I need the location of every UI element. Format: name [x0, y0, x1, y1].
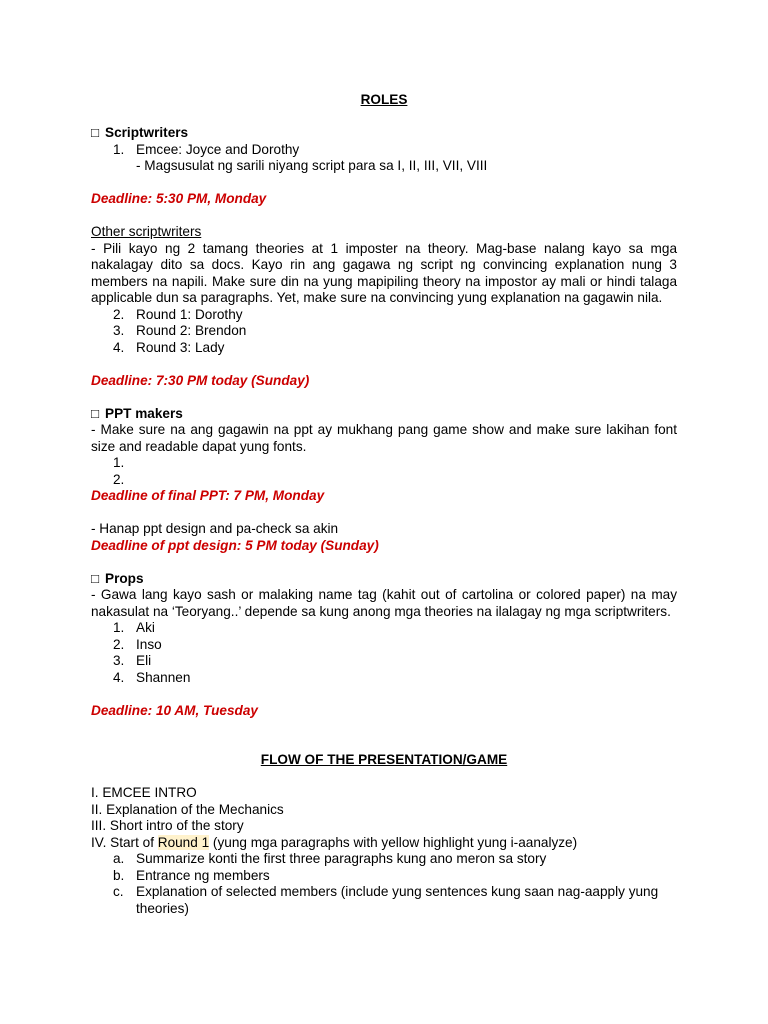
ppt-makers-body: - Make sure na ang gagawin na ppt ay mukhang pang game show and make sure lakihan font size and readable dapat yung fonts.	[91, 422, 677, 454]
list-item-text: Round 2: Brendon	[136, 323, 247, 338]
list-item-number: 2.	[113, 471, 125, 487]
list-item-text: Shannen	[136, 669, 191, 685]
scriptwriters-note: - Magsusulat ng sarili niyang script para sa I, II, III, VII, VIII	[136, 158, 488, 173]
flow-line-4-suffix: (yung mga paragraphs with yellow highlight yung i-aanalyze)	[209, 834, 578, 850]
list-item-text: Round 1: Dorothy	[136, 306, 243, 322]
props-title	[91, 571, 677, 588]
flow-line-4-prefix: IV. Start of	[91, 834, 158, 850]
scriptwriters-deadline: Deadline: 5:30 PM, Monday	[91, 191, 267, 206]
list-item-text: Round 3: Lady	[136, 339, 225, 355]
list-item	[91, 455, 677, 472]
list-item-text: Entrance ng members	[136, 867, 270, 883]
list-item-number: 4.	[113, 339, 125, 355]
flow-heading: FLOW OF THE PRESENTATION/GAME	[260, 752, 508, 767]
list-item-number: a.	[113, 851, 125, 866]
flow-line-3: III. Short intro of the story	[91, 818, 244, 833]
other-scriptwriters-deadline: Deadline: 7:30 PM today (Sunday)	[91, 372, 310, 388]
list-item	[91, 884, 677, 917]
scriptwriters-title-text: Scriptwriters	[105, 125, 189, 140]
list-item-text: Eli	[136, 653, 152, 668]
list-item-text	[136, 455, 677, 472]
list-item	[91, 670, 677, 687]
list-item	[91, 620, 677, 637]
list-item	[91, 472, 677, 489]
flow-line-1: I. EMCEE INTRO	[91, 785, 197, 800]
list-item-number: c.	[113, 884, 124, 899]
flow-line-4	[91, 835, 677, 852]
list-item-number: 3.	[113, 323, 125, 338]
highlighted-round-label: Round 1	[157, 834, 210, 850]
list-item	[91, 340, 677, 357]
checkbox-bullet-icon: □	[91, 405, 100, 421]
list-item-text	[136, 472, 677, 489]
other-scriptwriters-body: - Pili kayo ng 2 tamang theories at 1 imposter na theory. Mag-base nalang kayo sa mga nakalagay dito sa docs. Kayo rin ang gagawa ng script ng convincing explanation nung 3 members na napili. Make sure din na yung mapipiling theory na impostor ay mali or hindi talaga applicable dun sa paragraphs. Yet, make sure na convincing yung explanation na gagawin nila.	[91, 240, 677, 305]
list-item	[91, 307, 677, 324]
ppt-final-deadline: Deadline of final PPT: 7 PM, Monday	[91, 488, 325, 503]
list-item-number: 2.	[113, 636, 125, 652]
props-deadline: Deadline: 10 AM, Tuesday	[91, 702, 258, 718]
list-item-number: 2.	[113, 306, 125, 322]
document-page	[91, 92, 677, 917]
flow-line-2: II. Explanation of the Mechanics	[91, 801, 284, 817]
checkbox-bullet-icon: □	[91, 570, 100, 586]
roles-heading: ROLES	[360, 92, 408, 107]
ppt-makers-title-text: PPT makers	[105, 405, 183, 421]
list-item-text: Aki	[136, 620, 155, 635]
list-item	[91, 637, 677, 654]
list-item-number: 1.	[113, 620, 125, 635]
list-item-text: Emcee: Joyce and Dorothy	[136, 141, 300, 157]
props-body: - Gawa lang kayo sash or malaking name tag (kahit out of cartolina or colored paper) na may nakasulat na ‘Teoryang..’ depende sa kung anong mga theories na ilalagay ng mga scriptwriters.	[91, 587, 677, 619]
list-item	[91, 868, 677, 885]
ppt-makers-title	[91, 406, 677, 423]
list-item-text: Summarize konti the first three paragraphs kung ano meron sa story	[136, 851, 547, 866]
list-item	[91, 653, 677, 670]
list-item-text: Inso	[136, 636, 162, 652]
other-scriptwriters-title: Other scriptwriters	[91, 224, 202, 239]
list-item	[91, 851, 677, 868]
list-item	[91, 142, 677, 159]
checkbox-bullet-icon: □	[91, 125, 100, 140]
list-item-text: Explanation of selected members (include yung sentences kung saan nag-aapply yung theories)	[136, 884, 659, 916]
list-item-number: 1.	[113, 455, 125, 470]
list-item	[91, 323, 677, 340]
list-item-number: b.	[113, 867, 125, 883]
list-item-number: 3.	[113, 653, 125, 668]
list-item-number: 4.	[113, 669, 125, 685]
props-title-text: Props	[105, 570, 144, 586]
ppt-design-deadline: Deadline of ppt design: 5 PM today (Sunday)	[91, 537, 379, 553]
list-item-number: 1.	[113, 141, 125, 157]
scriptwriters-title	[91, 125, 677, 142]
ppt-design-note: - Hanap ppt design and pa-check sa akin	[91, 521, 339, 536]
